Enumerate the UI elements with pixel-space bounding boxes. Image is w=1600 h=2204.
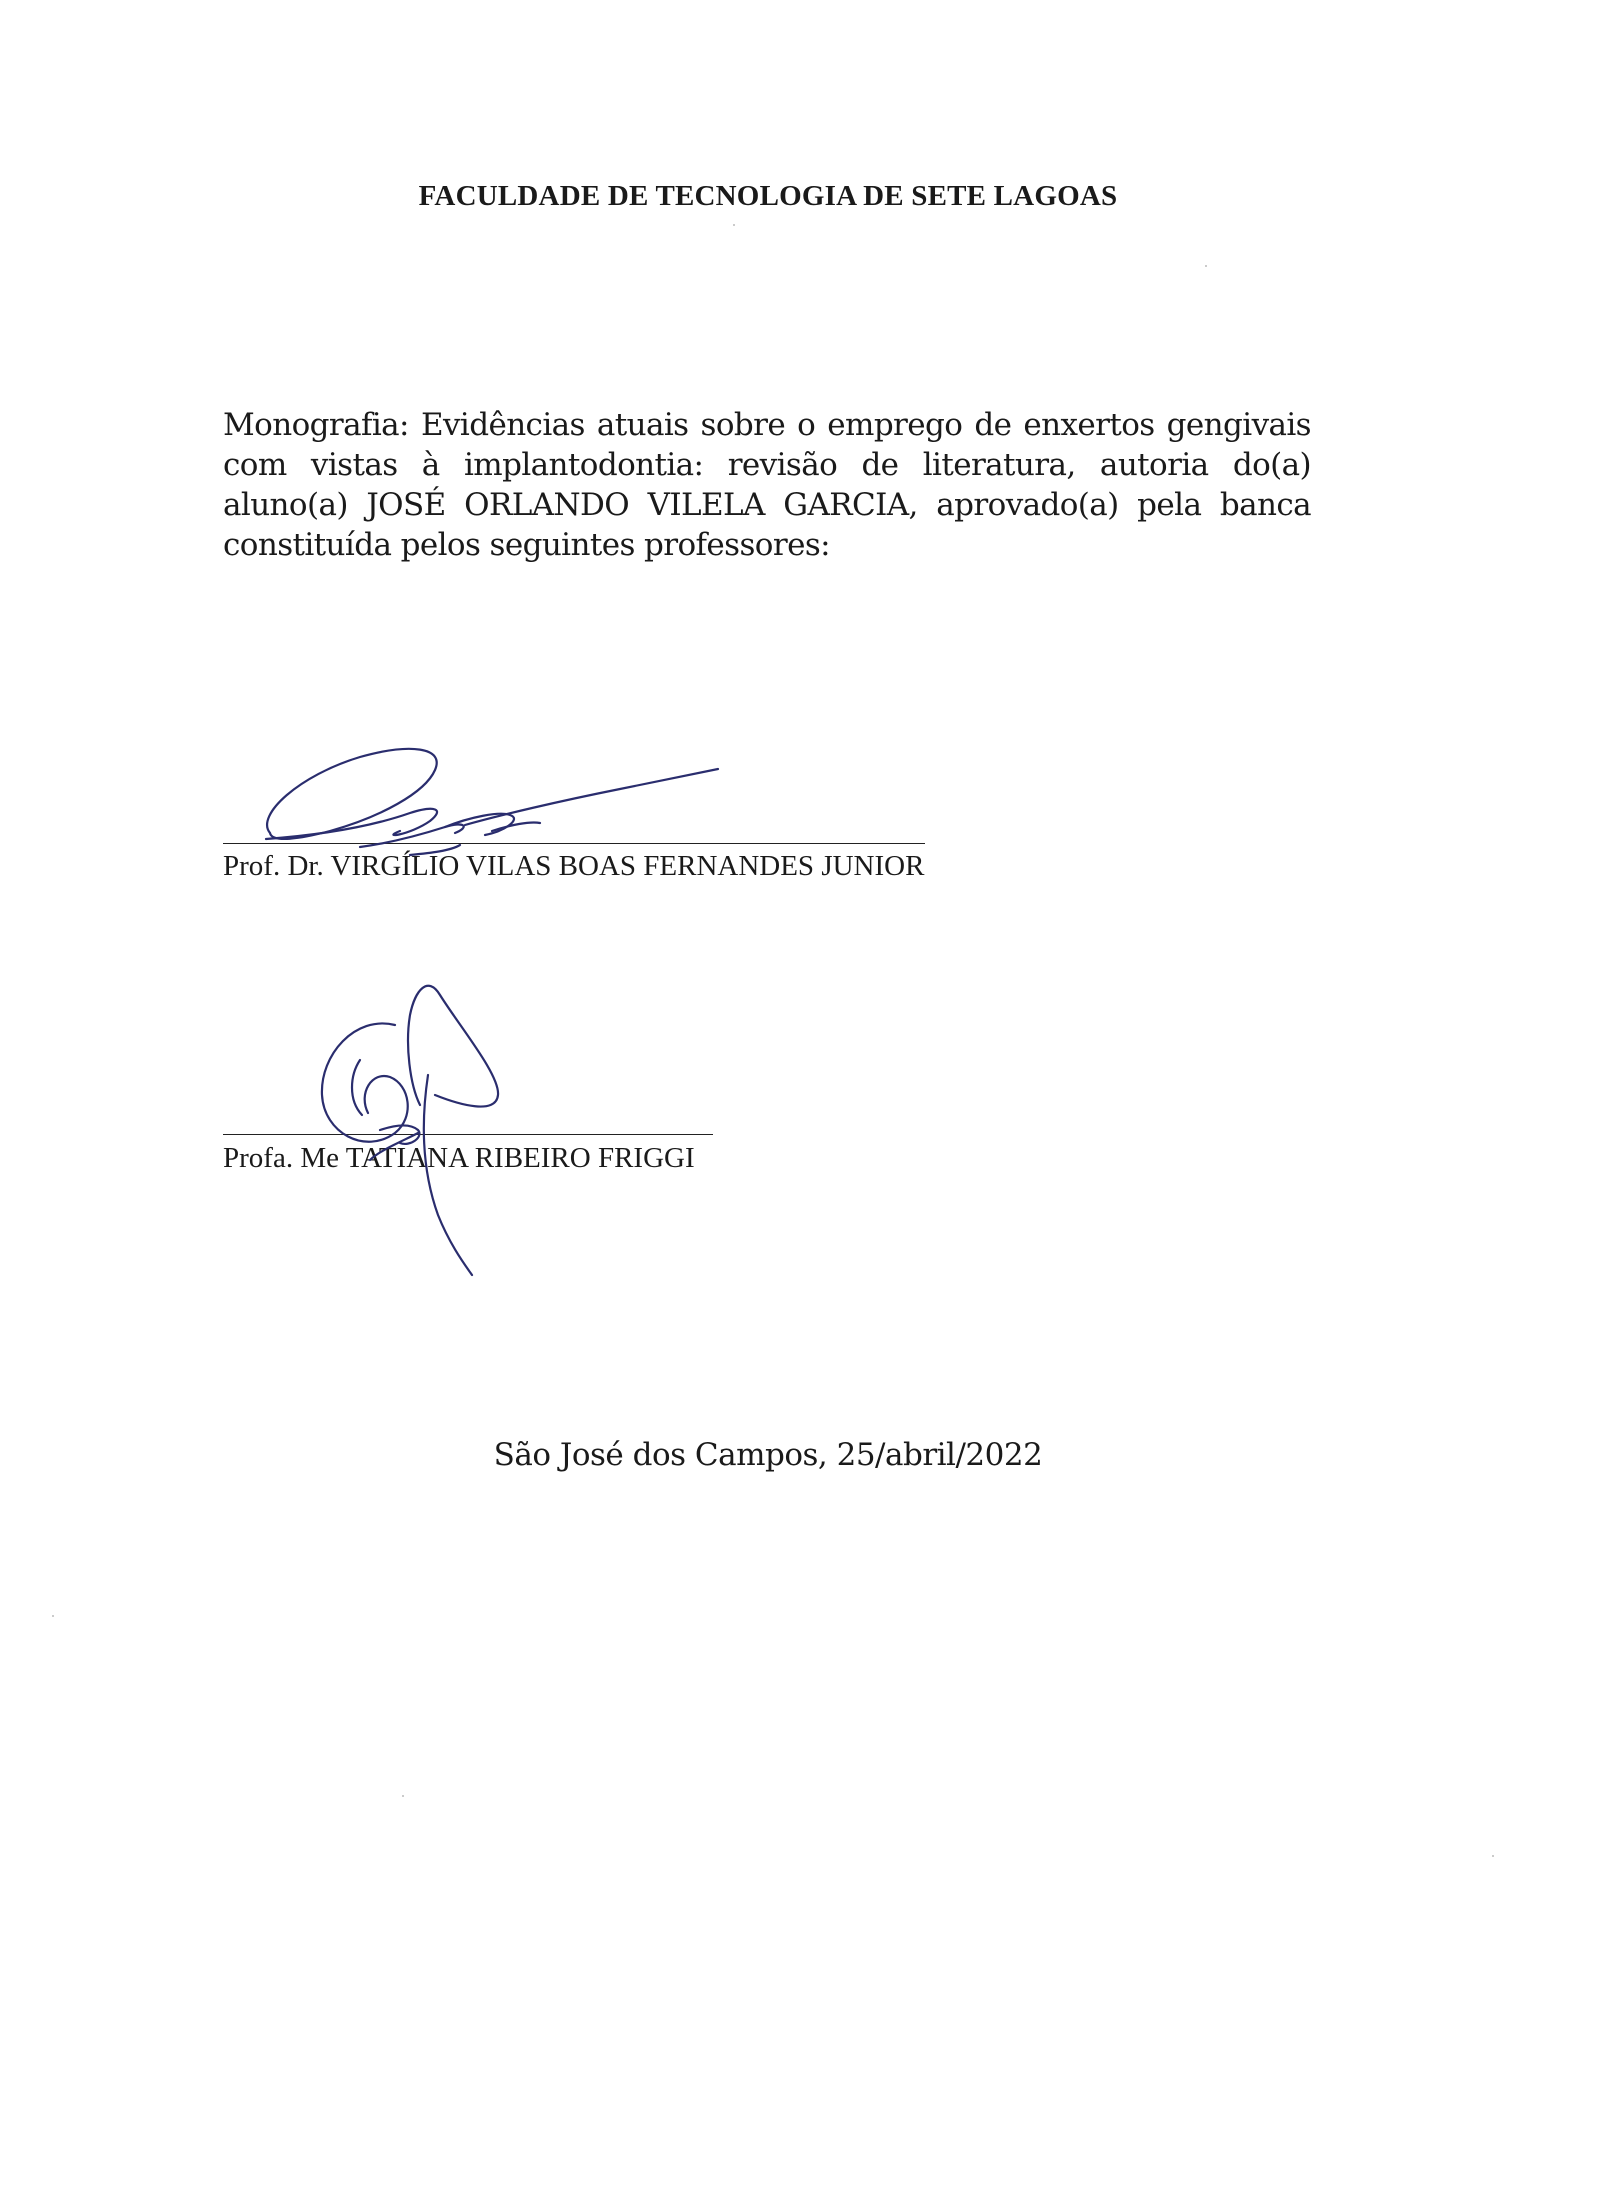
place-and-date: São José dos Campos, 25/abril/2022 [493,1437,1043,1473]
approval-statement: Monografia: Evidências atuais sobre o emprego de enxertos gengivais com vistas à implantodontia: revisão de literatura, autoria do(a) aluno(a) JOSÉ ORLANDO VILELA GARCIA, aprovado(a) pela banca constituída pelos seguintes professores: [223,407,1311,563]
scan-speck [733,224,735,226]
signatory-2-name: TATIANA RIBEIRO FRIGGI [345,1142,695,1174]
signatory-1-title: Prof. Dr. [223,850,324,882]
signatory-2-title: Profa. Me [223,1142,339,1174]
scan-speck [402,1795,404,1797]
scan-speck [1492,1855,1494,1857]
signature-2-scribble [310,965,530,1285]
signatory-1-name: VIRGÍLIO VILAS BOAS FERNANDES JUNIOR [330,850,925,882]
scan-speck [52,1615,54,1617]
institution-title: FACULDADE DE TECNOLOGIA DE SETE LAGOAS [418,180,1118,212]
scan-speck [1205,265,1207,267]
signature-1-scribble [260,735,730,885]
